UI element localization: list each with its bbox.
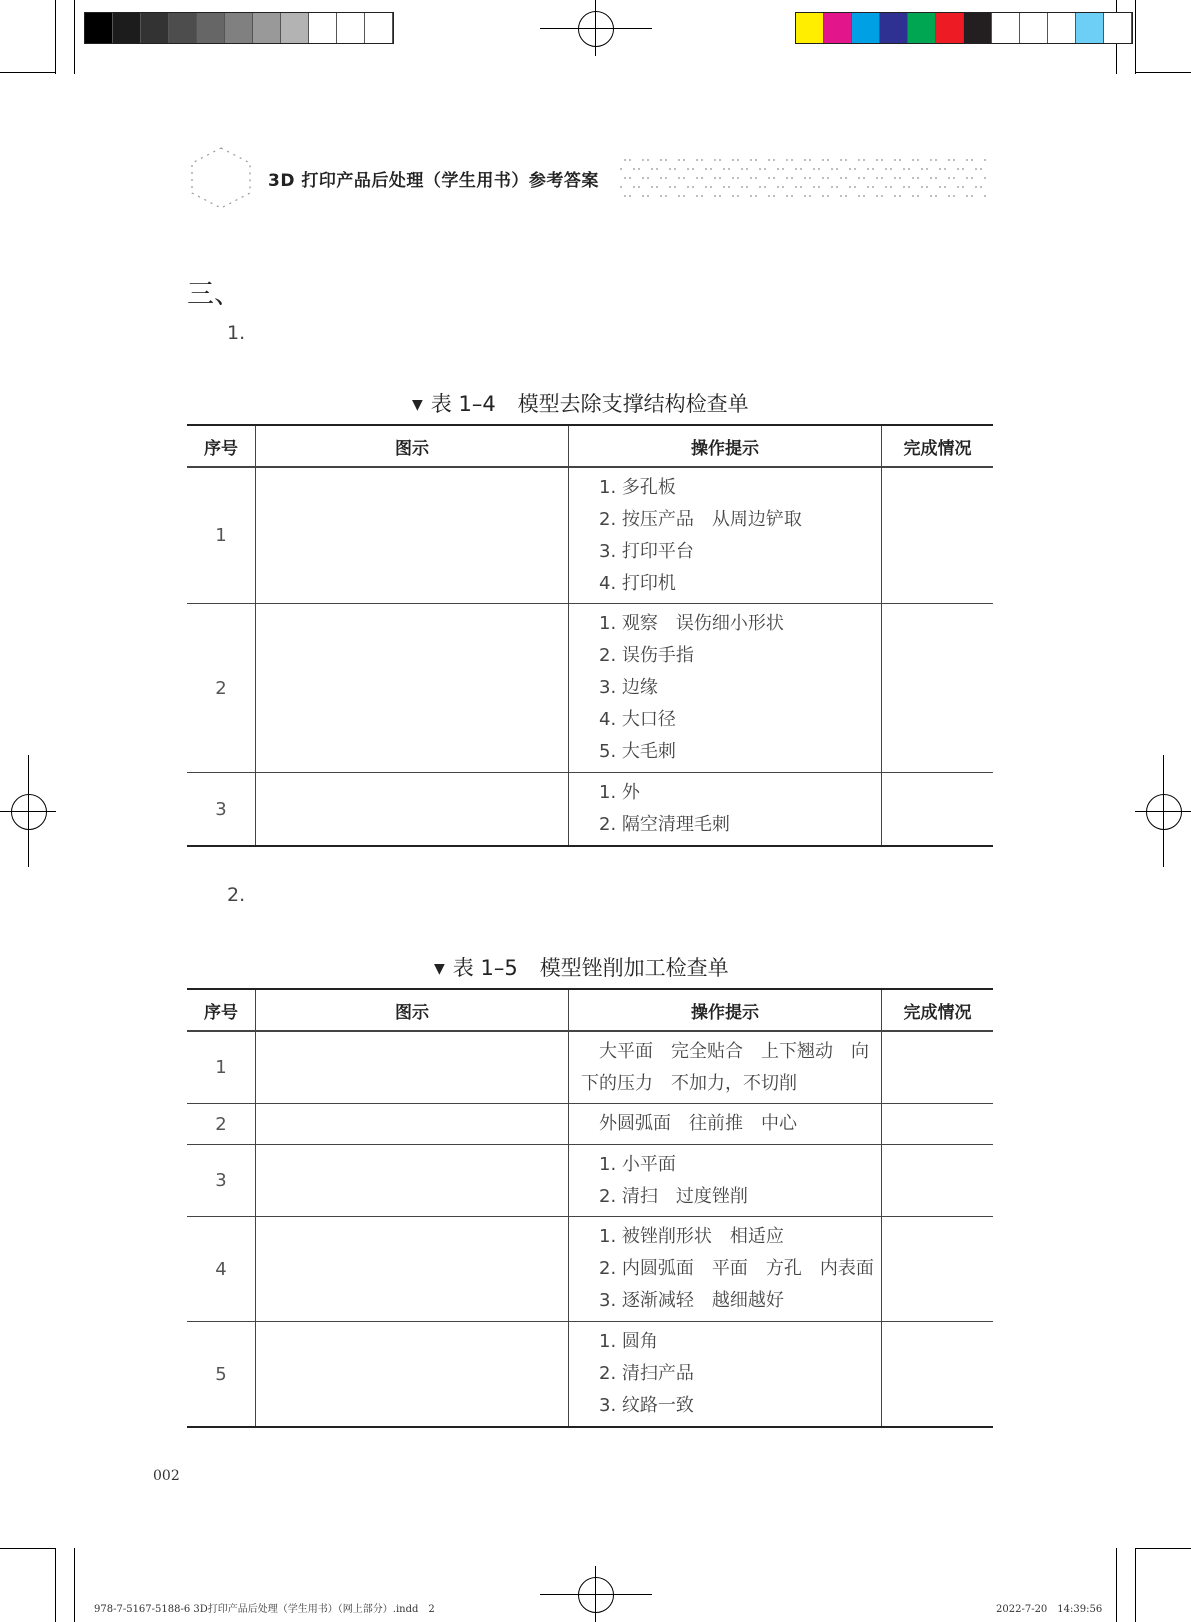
hints-cell xyxy=(568,773,881,845)
hint-line: 3. 纹路一致 xyxy=(599,1395,694,1416)
decorative-dot-pattern xyxy=(617,156,993,200)
registration-mark-bottom xyxy=(578,1577,614,1613)
hint-line: 下的压力 不加力，不切削 xyxy=(581,1072,797,1094)
color-swatch xyxy=(936,13,964,43)
hint-line: 2. 隔空清理毛刺 xyxy=(599,814,730,835)
footer-file-info: 978-7-5167-5188-6 3D打印产品后处理（学生用书）（网上部分）.indd 2 xyxy=(94,1604,435,1615)
color-swatch xyxy=(197,13,225,43)
figure-cell xyxy=(255,773,568,845)
status-cell xyxy=(881,773,993,845)
table-row xyxy=(187,467,993,603)
header-no: 序号 xyxy=(204,438,238,459)
hint-line: 1. 多孔板 xyxy=(599,476,676,498)
header-figure: 图示 xyxy=(255,990,568,1030)
caption-triangle-icon: ▼ xyxy=(434,961,445,977)
color-swatch xyxy=(964,13,992,43)
color-swatch xyxy=(992,13,1020,43)
color-swatch xyxy=(365,13,393,43)
row-number: 2 xyxy=(215,1113,227,1135)
hint-line: 2. 内圆弧面 平面 方孔 内表面 xyxy=(599,1258,874,1279)
footer-timestamp: 2022-7-20 14:39:56 xyxy=(996,1604,1103,1615)
table-row xyxy=(187,1216,993,1321)
color-swatch xyxy=(281,13,309,43)
color-swatch xyxy=(309,13,337,43)
hints-cell xyxy=(568,1032,881,1103)
figure-cell xyxy=(255,468,568,603)
hint-line: 1. 小平面 xyxy=(599,1153,676,1175)
hint-line: 2. 清扫 过度锉削 xyxy=(599,1185,748,1207)
hints-cell xyxy=(568,1145,881,1216)
row-number: 3 xyxy=(215,1170,227,1191)
item-number-2: 2. xyxy=(227,884,246,906)
figure-cell xyxy=(255,1217,568,1321)
hint-line: 1. 观察 误伤细小形状 xyxy=(599,613,784,634)
hint-line: 2. 按压产品 从周边铲取 xyxy=(599,508,802,530)
hint-line: 1. 外 xyxy=(599,782,640,803)
header-figure: 图示 xyxy=(255,426,568,466)
color-swatch xyxy=(908,13,936,43)
table-row xyxy=(187,772,993,845)
color-swatch xyxy=(880,13,908,43)
header-hints: 操作提示 xyxy=(568,426,881,466)
figure-cell xyxy=(255,1145,568,1216)
row-number: 3 xyxy=(215,798,227,820)
header-no: 序号 xyxy=(204,1002,238,1023)
table-caption-2 xyxy=(434,952,729,982)
color-swatch xyxy=(113,13,141,43)
hints-cell xyxy=(568,1322,881,1426)
caption-triangle-icon: ▼ xyxy=(412,397,423,413)
row-number: 1 xyxy=(215,1057,227,1078)
hints-cell xyxy=(568,604,881,772)
figure-cell xyxy=(255,1104,568,1144)
hint-line: 2. 误伤手指 xyxy=(599,645,694,666)
table-header-row xyxy=(187,426,993,467)
status-cell xyxy=(881,1032,993,1103)
row-number: 5 xyxy=(215,1363,227,1385)
color-swatch xyxy=(1076,13,1104,43)
header-hints: 操作提示 xyxy=(568,990,881,1030)
table-caption-1 xyxy=(412,388,749,418)
color-swatch xyxy=(253,13,281,43)
page-number: 002 xyxy=(153,1468,180,1484)
table-header-row xyxy=(187,990,993,1031)
color-swatch xyxy=(1048,13,1076,43)
hints-cell xyxy=(568,468,881,603)
status-cell xyxy=(881,604,993,772)
section-heading: 三、 xyxy=(187,279,241,310)
running-header-title: 3D 打印产品后处理（学生用书）参考答案 xyxy=(268,171,599,191)
table-row xyxy=(187,1031,993,1103)
hint-line: 3. 边缘 xyxy=(599,677,658,698)
figure-cell xyxy=(255,1032,568,1103)
hint-line: 1. 被锉削形状 相适应 xyxy=(599,1226,784,1247)
hint-line: 5. 大毛刺 xyxy=(599,741,676,762)
header-status: 完成情况 xyxy=(881,990,993,1030)
filing-checklist-table xyxy=(187,988,993,1428)
figure-cell xyxy=(255,604,568,772)
caption-number: 表 1–4 xyxy=(430,392,496,416)
status-cell xyxy=(881,1145,993,1216)
caption-title: 模型锉削加工检查单 xyxy=(539,956,729,980)
table-row xyxy=(187,1103,993,1144)
color-calibration-strip xyxy=(795,12,1133,44)
table-row xyxy=(187,603,993,772)
hints-cell xyxy=(568,1217,881,1321)
hint-line: 4. 大口径 xyxy=(599,709,676,730)
table-row xyxy=(187,1144,993,1216)
color-swatch xyxy=(85,13,113,43)
hint-line: 大平面 完全贴合 上下翘动 向 xyxy=(599,1040,869,1062)
color-swatch xyxy=(852,13,880,43)
color-swatch xyxy=(1104,13,1132,43)
table-row xyxy=(187,1321,993,1426)
hint-line: 2. 清扫产品 xyxy=(599,1363,694,1384)
hint-line: 3. 打印平台 xyxy=(599,540,694,562)
color-swatch xyxy=(824,13,852,43)
color-swatch xyxy=(796,13,824,43)
row-number: 4 xyxy=(215,1258,227,1280)
caption-number: 表 1–5 xyxy=(452,956,518,980)
gray-calibration-strip xyxy=(84,12,394,44)
registration-mark-top xyxy=(578,11,614,47)
hint-line: 1. 圆角 xyxy=(599,1331,658,1352)
color-swatch xyxy=(141,13,169,43)
status-cell xyxy=(881,468,993,603)
color-swatch xyxy=(1020,13,1048,43)
row-number: 1 xyxy=(215,525,227,546)
item-number-1: 1. xyxy=(227,322,246,344)
registration-mark-right xyxy=(1146,794,1182,830)
status-cell xyxy=(881,1217,993,1321)
header-status: 完成情况 xyxy=(881,426,993,466)
hint-line: 3. 逐渐减轻 越细越好 xyxy=(599,1290,784,1311)
hexagon-ornament-icon xyxy=(188,146,254,210)
status-cell xyxy=(881,1104,993,1144)
support-removal-checklist-table xyxy=(187,424,993,847)
hints-cell xyxy=(568,1104,881,1144)
color-swatch xyxy=(337,13,365,43)
status-cell xyxy=(881,1322,993,1426)
hint-line: 外圆弧面 往前推 中心 xyxy=(599,1113,797,1134)
hint-line: 4. 打印机 xyxy=(599,572,676,594)
registration-mark-left xyxy=(11,794,47,830)
figure-cell xyxy=(255,1322,568,1426)
color-swatch xyxy=(169,13,197,43)
row-number: 2 xyxy=(215,677,227,699)
color-swatch xyxy=(225,13,253,43)
caption-title: 模型去除支撑结构检查单 xyxy=(517,392,749,416)
